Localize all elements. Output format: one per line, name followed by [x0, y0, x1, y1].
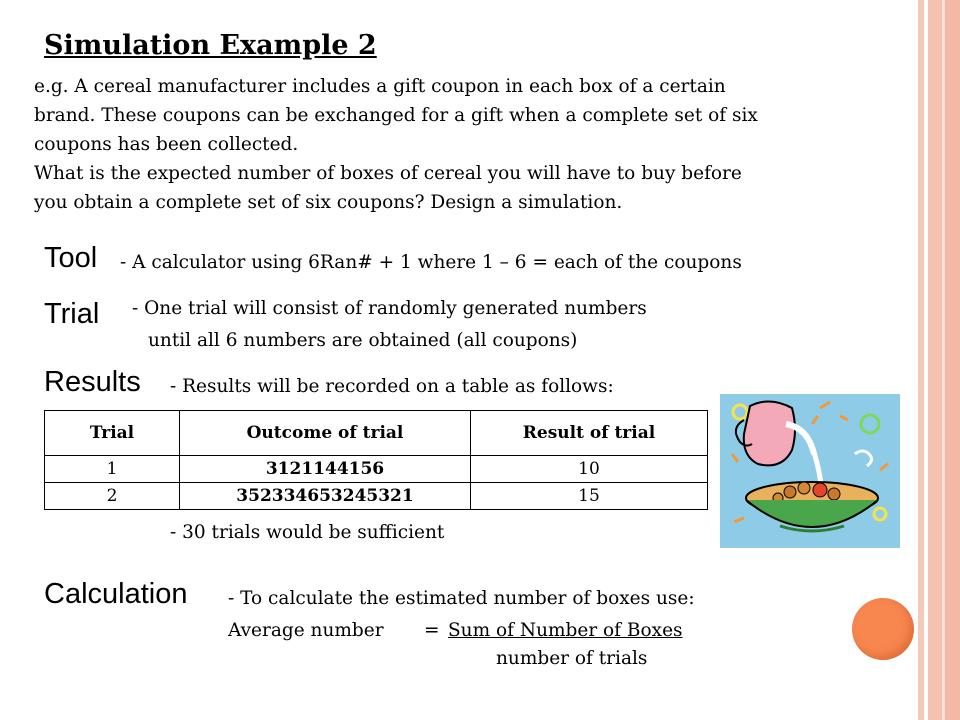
calculation-description: - To calculate the estimated number of boxes use: [228, 588, 695, 609]
orange-circle-decoration [852, 598, 914, 660]
formula-denominator: number of trials [496, 648, 648, 669]
cereal-bowl-clipart [720, 394, 900, 548]
problem-line: brand. These coupons can be exchanged for a gift when a complete set of six [34, 105, 758, 126]
problem-line: What is the expected number of boxes of cereal you will have to buy before [34, 163, 742, 184]
cell-trial: 1 [45, 456, 180, 483]
problem-line: you obtain a complete set of six coupons? Design a simulation. [34, 192, 623, 213]
trial-description: - One trial will consist of randomly generated numbers [132, 298, 647, 319]
cell-result: 15 [471, 483, 708, 510]
cell-trial: 2 [45, 483, 180, 510]
slide-title: Simulation Example 2 [44, 30, 377, 61]
formula-lhs: Average number [228, 620, 384, 641]
cell-result: 10 [471, 456, 708, 483]
calculation-heading: Calculation [44, 578, 188, 610]
problem-line: coupons has been collected. [34, 134, 299, 155]
table-row [45, 483, 708, 510]
tool-description: - A calculator using 6Ran# + 1 where 1 – 6 = each of the coupons [120, 252, 742, 273]
cell-outcome: 3121144156 [180, 456, 471, 483]
right-border-strip [945, 0, 960, 720]
results-heading: Results [44, 366, 141, 398]
right-border-strip [928, 0, 942, 720]
problem-line: e.g. A cereal manufacturer includes a gift coupon in each box of a certain [34, 76, 726, 97]
tool-heading: Tool [44, 242, 98, 274]
table-row [45, 456, 708, 483]
trial-description-cont: until all 6 numbers are obtained (all coupons) [148, 330, 578, 351]
results-note: - 30 trials would be sufficient [170, 522, 445, 543]
results-table [44, 410, 708, 510]
formula-equals: = [424, 620, 440, 641]
header-result: Result of trial [471, 411, 708, 456]
header-outcome: Outcome of trial [180, 411, 471, 456]
trial-heading: Trial [44, 298, 100, 330]
header-trial: Trial [45, 411, 180, 456]
table-header-row [45, 411, 708, 456]
formula-numerator: Sum of Number of Boxes [448, 620, 683, 641]
results-description: - Results will be recorded on a table as follows: [170, 376, 614, 397]
cell-outcome: 352334653245321 [180, 483, 471, 510]
problem-statement [34, 72, 884, 217]
